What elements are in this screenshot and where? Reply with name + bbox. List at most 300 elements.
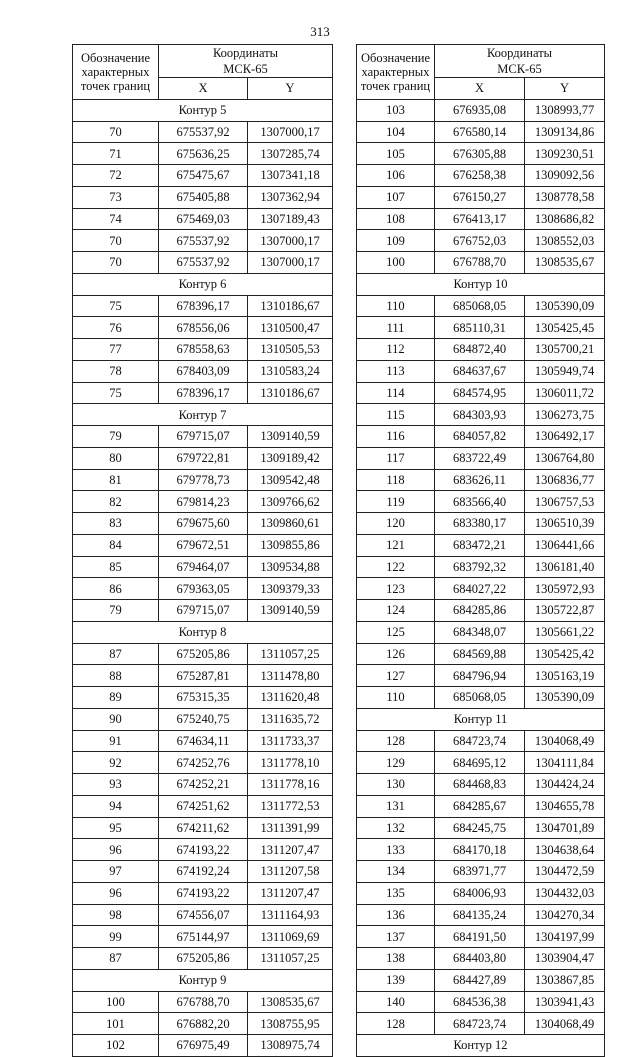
point-id: 79 [73,426,159,448]
y-coordinate: 1305163,19 [525,665,605,687]
contour-header-row [357,1035,605,1057]
y-coordinate: 1307341,18 [248,165,333,187]
x-coordinate: 683792,32 [435,556,525,578]
table-row [357,969,605,991]
x-coordinate: 679363,05 [159,578,248,600]
point-id: 73 [73,186,159,208]
y-coordinate: 1305425,45 [525,317,605,339]
y-coordinate: 1306510,39 [525,513,605,535]
coordinates-table-left [72,44,333,1057]
contour-label: Контур 8 [73,621,333,643]
point-id: 104 [357,121,435,143]
table-row [73,882,333,904]
table-row [73,339,333,361]
table-row [357,252,605,274]
point-id: 138 [357,948,435,970]
y-coordinate: 1311733,37 [248,730,333,752]
y-coordinate: 1308535,67 [248,991,333,1013]
y-coordinate: 1311057,25 [248,948,333,970]
table-row [73,643,333,665]
point-id: 84 [73,534,159,556]
point-id: 135 [357,882,435,904]
y-coordinate: 1308975,74 [248,1035,333,1057]
x-coordinate: 675240,75 [159,708,248,730]
x-coordinate: 674193,22 [159,839,248,861]
point-id: 86 [73,578,159,600]
y-coordinate: 1306011,72 [525,382,605,404]
table-row [73,687,333,709]
point-id: 99 [73,926,159,948]
point-id: 78 [73,360,159,382]
table-row [73,839,333,861]
x-coordinate: 674193,22 [159,882,248,904]
y-coordinate: 1306764,80 [525,447,605,469]
table-row [73,600,333,622]
y-coordinate: 1308552,03 [525,230,605,252]
table-row [357,600,605,622]
table-row [357,556,605,578]
x-column-header: X [159,78,248,100]
y-coordinate: 1309855,86 [248,534,333,556]
y-coordinate: 1305425,42 [525,643,605,665]
y-coordinate: 1308686,82 [525,208,605,230]
x-coordinate: 675287,81 [159,665,248,687]
x-coordinate: 683566,40 [435,491,525,513]
y-coordinate: 1303941,43 [525,991,605,1013]
table-row [357,1013,605,1035]
point-id: 96 [73,882,159,904]
table-row [73,774,333,796]
x-coordinate: 684574,95 [435,382,525,404]
y-coordinate: 1310505,53 [248,339,333,361]
y-coordinate: 1305661,22 [525,621,605,643]
x-coordinate: 684303,93 [435,404,525,426]
contour-header-row [357,273,605,295]
point-id: 70 [73,252,159,274]
table-row [73,165,333,187]
point-id: 137 [357,926,435,948]
y-coordinate: 1305949,74 [525,360,605,382]
y-coordinate: 1311164,93 [248,904,333,926]
x-coordinate: 684191,50 [435,926,525,948]
y-coordinate: 1311391,99 [248,817,333,839]
point-id: 98 [73,904,159,926]
table-row [73,447,333,469]
x-coordinate: 679722,81 [159,447,248,469]
y-coordinate: 1308993,77 [525,99,605,121]
contour-header-row [357,708,605,730]
table-row [73,491,333,513]
table-row [73,795,333,817]
table-row [73,230,333,252]
y-coordinate: 1309766,62 [248,491,333,513]
coordinates-header [159,45,333,78]
y-coordinate: 1304432,03 [525,882,605,904]
table-row [357,339,605,361]
point-id: 70 [73,230,159,252]
x-coordinate: 674211,62 [159,817,248,839]
page-number: 313 [310,24,330,39]
point-id: 111 [357,317,435,339]
table-row [357,882,605,904]
y-coordinate: 1307189,43 [248,208,333,230]
x-coordinate: 676752,03 [435,230,525,252]
y-coordinate: 1307285,74 [248,143,333,165]
y-coordinate: 1304472,59 [525,861,605,883]
x-coordinate: 684170,18 [435,839,525,861]
y-coordinate: 1310186,67 [248,382,333,404]
y-coordinate: 1311635,72 [248,708,333,730]
x-coordinate: 679715,07 [159,426,248,448]
y-coordinate: 1305700,21 [525,339,605,361]
y-coordinate: 1304701,89 [525,817,605,839]
x-coordinate: 684135,24 [435,904,525,926]
point-id: 74 [73,208,159,230]
y-coordinate: 1304111,84 [525,752,605,774]
table-row [73,665,333,687]
y-coordinate: 1308535,67 [525,252,605,274]
y-coordinate: 1310583,24 [248,360,333,382]
x-coordinate: 683380,17 [435,513,525,535]
contour-label: Контур 5 [73,99,333,121]
x-coordinate: 675475,67 [159,165,248,187]
table-row [73,730,333,752]
x-coordinate: 676258,38 [435,165,525,187]
point-id: 95 [73,817,159,839]
point-id: 88 [73,665,159,687]
x-coordinate: 678556,06 [159,317,248,339]
point-id: 128 [357,1013,435,1035]
point-id: 132 [357,817,435,839]
table-row [357,360,605,382]
point-id: 125 [357,621,435,643]
x-coordinate: 684348,07 [435,621,525,643]
y-coordinate: 1311778,10 [248,752,333,774]
table-row [357,904,605,926]
table-row [357,861,605,883]
point-id: 72 [73,165,159,187]
point-id: 81 [73,469,159,491]
y-coordinate: 1311069,69 [248,926,333,948]
y-coordinate: 1306181,40 [525,556,605,578]
x-coordinate: 675205,86 [159,643,248,665]
table-row [357,578,605,600]
x-coordinate: 679814,23 [159,491,248,513]
x-coordinate: 675469,03 [159,208,248,230]
point-id: 112 [357,339,435,361]
point-id: 103 [357,99,435,121]
x-coordinate: 675315,35 [159,687,248,709]
x-coordinate: 675144,97 [159,926,248,948]
x-coordinate: 684245,75 [435,817,525,839]
x-coordinate: 684536,38 [435,991,525,1013]
y-coordinate: 1303904,47 [525,948,605,970]
y-coordinate: 1304424,24 [525,774,605,796]
table-row [73,1013,333,1035]
contour-label: Контур 7 [73,404,333,426]
point-id: 117 [357,447,435,469]
table-row [357,730,605,752]
y-coordinate: 1305722,87 [525,600,605,622]
x-coordinate: 684468,83 [435,774,525,796]
point-id: 87 [73,643,159,665]
coordinates-header [435,45,605,78]
contour-label: Контур 9 [73,969,333,991]
x-coordinate: 683472,21 [435,534,525,556]
point-id: 123 [357,578,435,600]
x-coordinate: 676935,08 [435,99,525,121]
table-row [73,360,333,382]
coordinates-title: Координаты [212,46,279,60]
point-id: 115 [357,404,435,426]
point-id: 85 [73,556,159,578]
table-row [73,295,333,317]
x-coordinate: 674252,76 [159,752,248,774]
point-id: 119 [357,491,435,513]
point-id: 90 [73,708,159,730]
x-coordinate: 679715,07 [159,600,248,622]
point-id: 83 [73,513,159,535]
coordinate-system-label: МСК-65 [497,62,542,76]
table-row [357,469,605,491]
contour-label: Контур 12 [357,1035,605,1057]
table-row [357,491,605,513]
x-coordinate: 684057,82 [435,426,525,448]
x-coordinate: 684569,88 [435,643,525,665]
point-id: 94 [73,795,159,817]
table-row [357,121,605,143]
table-row [357,665,605,687]
x-coordinate: 684695,12 [435,752,525,774]
table-row [357,230,605,252]
y-coordinate: 1305390,09 [525,687,605,709]
table-row [73,513,333,535]
contour-label: Контур 10 [357,273,605,295]
table-row [357,534,605,556]
x-coordinate: 685068,05 [435,295,525,317]
y-coordinate: 1309534,88 [248,556,333,578]
x-coordinate: 675205,86 [159,948,248,970]
point-id: 100 [357,252,435,274]
y-coordinate: 1307362,94 [248,186,333,208]
point-designation-header: Обозначение характерных точек границ [73,45,159,100]
y-coordinate: 1307000,17 [248,121,333,143]
point-id: 129 [357,752,435,774]
x-coordinate: 679778,73 [159,469,248,491]
point-id: 93 [73,774,159,796]
point-id: 136 [357,904,435,926]
point-id: 76 [73,317,159,339]
point-id: 114 [357,382,435,404]
y-coordinate: 1311207,47 [248,839,333,861]
x-coordinate: 684403,80 [435,948,525,970]
table-row [357,165,605,187]
table-row [357,426,605,448]
table-row [357,143,605,165]
point-id: 127 [357,665,435,687]
x-coordinate: 683722,49 [435,447,525,469]
point-id: 75 [73,382,159,404]
y-coordinate: 1311057,25 [248,643,333,665]
table-row [73,556,333,578]
y-coordinate: 1305390,09 [525,295,605,317]
table-row [73,861,333,883]
point-id: 130 [357,774,435,796]
x-coordinate: 683626,11 [435,469,525,491]
table-row [73,252,333,274]
point-id: 97 [73,861,159,883]
point-id: 134 [357,861,435,883]
table-row [73,817,333,839]
x-coordinate: 684872,40 [435,339,525,361]
point-id: 133 [357,839,435,861]
table-row [73,382,333,404]
y-coordinate: 1304197,99 [525,926,605,948]
table-row [357,643,605,665]
table-row [73,991,333,1013]
point-id: 91 [73,730,159,752]
table-row [73,708,333,730]
point-id: 113 [357,360,435,382]
point-id: 89 [73,687,159,709]
contour-header-row [73,404,333,426]
y-coordinate: 1309092,56 [525,165,605,187]
x-coordinate: 684723,74 [435,730,525,752]
point-id: 107 [357,186,435,208]
x-coordinate: 685110,31 [435,317,525,339]
table-row [73,926,333,948]
point-id: 80 [73,447,159,469]
x-coordinate: 679672,51 [159,534,248,556]
table-row [357,208,605,230]
y-column-header: Y [525,78,605,100]
table-row [73,426,333,448]
table-row [357,991,605,1013]
y-coordinate: 1306441,66 [525,534,605,556]
table-row [73,578,333,600]
y-coordinate: 1304068,49 [525,1013,605,1035]
table-row [73,948,333,970]
x-coordinate: 679464,07 [159,556,248,578]
point-id: 118 [357,469,435,491]
point-id: 87 [73,948,159,970]
y-coordinate: 1306836,77 [525,469,605,491]
table-row [73,317,333,339]
x-coordinate: 684427,89 [435,969,525,991]
point-id: 139 [357,969,435,991]
y-coordinate: 1308755,95 [248,1013,333,1035]
x-coordinate: 676788,70 [435,252,525,274]
table-row [357,687,605,709]
table-row [357,513,605,535]
table-row [357,447,605,469]
point-id: 70 [73,121,159,143]
y-coordinate: 1303867,85 [525,969,605,991]
point-id: 108 [357,208,435,230]
x-coordinate: 684723,74 [435,1013,525,1035]
table-row [357,99,605,121]
x-coordinate: 675537,92 [159,252,248,274]
point-id: 102 [73,1035,159,1057]
point-id: 131 [357,795,435,817]
y-coordinate: 1311207,58 [248,861,333,883]
table-row [73,186,333,208]
x-column-header: X [435,78,525,100]
table-row [357,404,605,426]
table-row [357,382,605,404]
table-row [357,621,605,643]
point-id: 106 [357,165,435,187]
y-coordinate: 1306492,17 [525,426,605,448]
point-id: 110 [357,687,435,709]
x-coordinate: 684796,94 [435,665,525,687]
x-coordinate: 676413,17 [435,208,525,230]
y-coordinate: 1310500,47 [248,317,333,339]
x-coordinate: 684027,22 [435,578,525,600]
x-coordinate: 684285,67 [435,795,525,817]
table-row [73,143,333,165]
y-coordinate: 1309542,48 [248,469,333,491]
y-coordinate: 1311620,48 [248,687,333,709]
table-row [357,926,605,948]
point-id: 96 [73,839,159,861]
coordinates-title: Координаты [486,46,553,60]
point-id: 79 [73,600,159,622]
y-column-header: Y [248,78,333,100]
table-row [357,839,605,861]
x-coordinate: 674556,07 [159,904,248,926]
x-coordinate: 675537,92 [159,121,248,143]
y-coordinate: 1309140,59 [248,426,333,448]
x-coordinate: 675537,92 [159,230,248,252]
x-coordinate: 676788,70 [159,991,248,1013]
x-coordinate: 683971,77 [435,861,525,883]
x-coordinate: 675636,25 [159,143,248,165]
point-id: 126 [357,643,435,665]
y-coordinate: 1310186,67 [248,295,333,317]
x-coordinate: 679675,60 [159,513,248,535]
x-coordinate: 676580,14 [435,121,525,143]
x-coordinate: 678396,17 [159,382,248,404]
y-coordinate: 1311478,80 [248,665,333,687]
y-coordinate: 1304068,49 [525,730,605,752]
table-row [357,817,605,839]
x-coordinate: 676305,88 [435,143,525,165]
y-coordinate: 1304270,34 [525,904,605,926]
y-coordinate: 1306757,53 [525,491,605,513]
x-coordinate: 674251,62 [159,795,248,817]
table-body-left [73,99,333,1056]
x-coordinate: 676150,27 [435,186,525,208]
coordinate-system-label: МСК-65 [223,62,268,76]
point-id: 128 [357,730,435,752]
point-id: 101 [73,1013,159,1035]
table-row [357,317,605,339]
point-id: 71 [73,143,159,165]
point-id: 124 [357,600,435,622]
y-coordinate: 1309140,59 [248,600,333,622]
x-coordinate: 674192,24 [159,861,248,883]
point-id: 75 [73,295,159,317]
table-row [73,534,333,556]
y-coordinate: 1309230,51 [525,143,605,165]
point-designation-header: Обозначение характерных точек границ [357,45,435,100]
contour-label: Контур 11 [357,708,605,730]
table-row [73,1035,333,1057]
y-coordinate: 1304638,64 [525,839,605,861]
contour-header-row [73,621,333,643]
point-id: 105 [357,143,435,165]
